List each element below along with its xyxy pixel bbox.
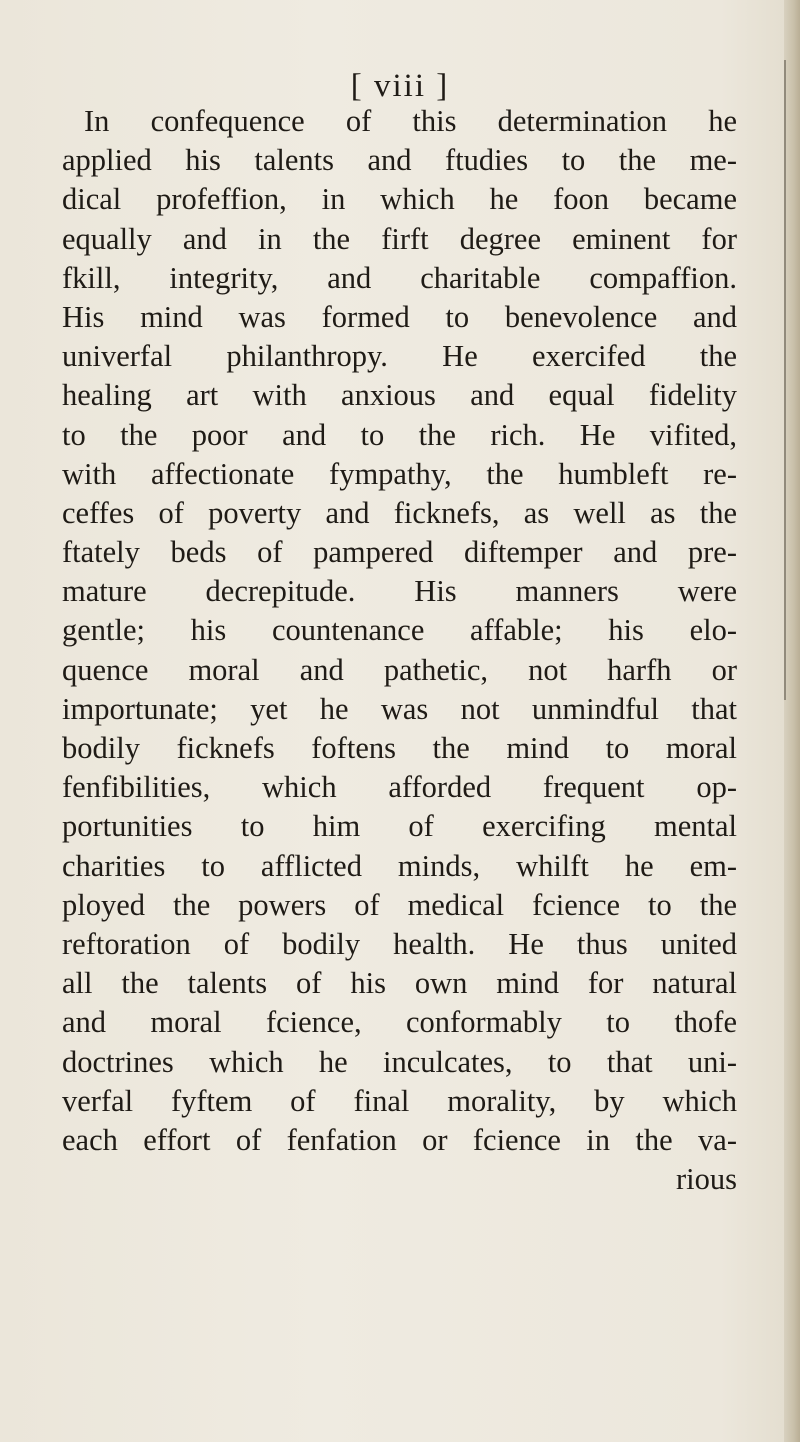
- body-text: [62, 102, 737, 1199]
- page-number-header: [ viii ]: [350, 68, 450, 104]
- text-line: each effort of fenfation or fcience in the va-: [62, 1122, 737, 1157]
- text-line: In confequence of this determination he: [84, 104, 737, 138]
- text-line: ployed the powers of medical fcience to the: [62, 887, 737, 922]
- text-line: bodily ficknefs foftens the mind to moral: [62, 731, 737, 765]
- catchword: rious: [676, 1162, 737, 1197]
- text-line: applied his talents and ftudies to the me-: [62, 143, 737, 178]
- text-line: dical profeffion, in which he foon became: [62, 182, 737, 217]
- text-line: fenfibilities, which afforded frequent op-: [62, 770, 737, 805]
- text-line: to the poor and to the rich. He vifited,: [62, 417, 737, 452]
- text-line: all the talents of his own mind for natural: [62, 966, 737, 1001]
- text-line: with affectionate fympathy, the humbleft re-: [62, 456, 737, 491]
- text-line: charities to afflicted minds, whilft he em-: [62, 848, 737, 883]
- text-line: His mind was formed to benevolence and: [62, 299, 737, 334]
- text-line: reftoration of bodily health. He thus united: [62, 926, 737, 961]
- text-line: fkill, integrity, and charitable compaffion.: [62, 260, 737, 295]
- binding-shadow: [784, 60, 786, 700]
- text-line: healing art with anxious and equal fidelity: [62, 378, 737, 413]
- text-line: mature decrepitude. His manners were: [62, 574, 737, 609]
- text-line: importunate; yet he was not unmindful that: [62, 691, 737, 726]
- text-line: gentle; his countenance affable; his elo-: [62, 613, 737, 648]
- text-line: quence moral and pathetic, not harfh or: [62, 652, 737, 687]
- text-line: and moral fcience, conformably to thofe: [62, 1005, 737, 1040]
- text-line: doctrines which he inculcates, to that uni-: [62, 1044, 737, 1079]
- text-line: portunities to him of exercifing mental: [62, 809, 737, 844]
- text-line: univerfal philanthropy. He exercifed the: [62, 339, 737, 374]
- page-edge: [784, 0, 800, 1442]
- text-line: ceffes of poverty and ficknefs, as well as the: [62, 495, 737, 530]
- text-line: verfal fyftem of final morality, by which: [62, 1083, 737, 1118]
- text-line: equally and in the firft degree eminent for: [62, 221, 737, 256]
- text-line: ftately beds of pampered diftemper and pre-: [62, 535, 737, 570]
